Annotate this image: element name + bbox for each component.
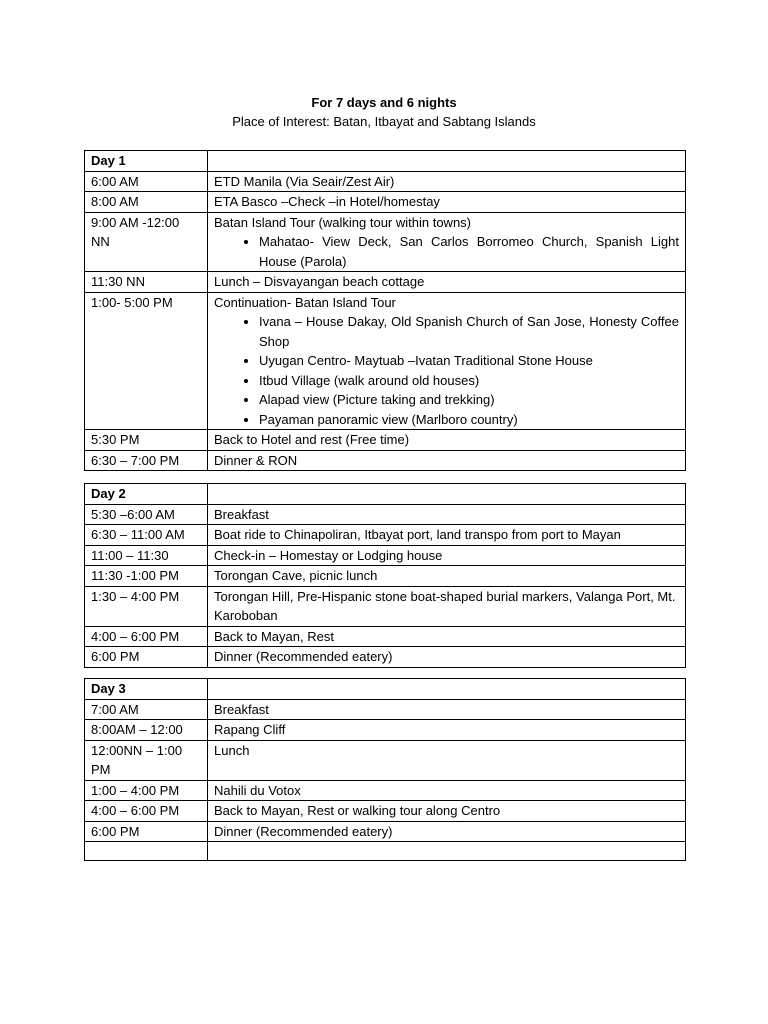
activity-text: ETD Manila (Via Seair/Zest Air): [214, 173, 395, 189]
activity-cell: [208, 450, 686, 471]
activity-bullet-list: [214, 312, 679, 429]
activity-cell: [208, 292, 686, 430]
table-row: [85, 192, 686, 213]
activity-text: Back to Mayan, Rest: [214, 628, 334, 644]
day-header-row: [85, 679, 686, 700]
activity-bullet-item: • Alapad view (Picture taking and trekking): [259, 390, 679, 410]
activity-text: Lunch – Disvayangan beach cottage: [214, 274, 425, 289]
table-row: [85, 545, 686, 566]
activity-cell: [208, 626, 686, 647]
table-row: [85, 272, 686, 293]
activity-text: Breakfast: [214, 701, 269, 717]
time-cell: 1:30 – 4:00 PM: [85, 586, 208, 626]
time-cell: 4:00 – 6:00 PM: [85, 801, 208, 822]
activity-bullet-item: • Itbud Village (walk around old houses): [259, 371, 679, 391]
activity-bullet-list: [214, 232, 679, 271]
time-cell: 1:00- 5:00 PM: [85, 292, 208, 430]
table-row: [85, 821, 686, 842]
time-cell: 6:30 – 11:00 AM: [85, 525, 208, 546]
activity-cell: [208, 740, 686, 780]
day-header-row: [85, 484, 686, 505]
activity-cell: [208, 720, 686, 741]
time-cell: 6:00 AM: [85, 171, 208, 192]
table-row: [85, 801, 686, 822]
day-label: Day 3: [85, 679, 208, 700]
time-cell: 4:00 – 6:00 PM: [85, 626, 208, 647]
activity-cell: [208, 525, 686, 546]
day1-itinerary-table: [84, 150, 686, 471]
activity-cell: [208, 821, 686, 842]
table-row: [85, 647, 686, 668]
activity-cell: [208, 272, 686, 293]
day2-itinerary-table: [84, 483, 686, 668]
table-empty-row: [85, 842, 686, 861]
empty-cell: [85, 842, 208, 861]
table-row: [85, 430, 686, 451]
time-cell: 8:00AM – 12:00: [85, 720, 208, 741]
time-cell: 12:00NN – 1:00 PM: [85, 740, 208, 780]
activity-cell: [208, 801, 686, 822]
table-row: [85, 699, 686, 720]
time-cell: 11:30 -1:00 PM: [85, 566, 208, 587]
day-label: Day 1: [85, 151, 208, 172]
table-row: [85, 740, 686, 780]
time-cell: 5:30 PM: [85, 430, 208, 451]
time-cell: 8:00 AM: [85, 192, 208, 213]
activity-text: Dinner (Recommended eatery): [214, 649, 393, 664]
activity-text: Torongan Hill, Pre-Hispanic stone boat-shaped burial markers, Valanga Port, Mt. Karoboban: [214, 588, 676, 623]
day-header-row: [85, 151, 686, 172]
table-row: [85, 626, 686, 647]
activity-text: Check-in – Homestay or Lodging house: [214, 547, 443, 563]
time-cell: 6:00 PM: [85, 821, 208, 842]
activity-text: Dinner & RON: [214, 452, 298, 468]
time-cell: 1:00 – 4:00 PM: [85, 780, 208, 801]
activity-cell: [208, 566, 686, 587]
activity-cell: [208, 171, 686, 192]
activity-text: Batan Island Tour (walking tour within towns): [214, 214, 471, 230]
table-row: [85, 504, 686, 525]
time-cell: 6:00 PM: [85, 647, 208, 668]
activity-text: Dinner (Recommended eatery): [214, 823, 393, 839]
activity-cell: [208, 192, 686, 213]
time-cell: 5:30 –6:00 AM: [85, 504, 208, 525]
activity-bullet-item: • Payaman panoramic view (Marlboro country): [259, 410, 679, 430]
time-cell: 11:00 – 11:30: [85, 545, 208, 566]
document-title: For 7 days and 6 nights: [311, 95, 457, 110]
table-row: [85, 780, 686, 801]
day-label: Day 2: [85, 484, 208, 505]
table-row: [85, 292, 686, 430]
table-row: [85, 525, 686, 546]
activity-text: ETA Basco –Check –in Hotel/homestay: [214, 194, 440, 209]
activity-text: Nahili du Votox: [214, 782, 301, 798]
empty-cell: [208, 842, 686, 861]
time-cell: 11:30 NN: [85, 272, 208, 293]
activity-text: Back to Hotel and rest (Free time): [214, 432, 410, 447]
activity-cell: [208, 586, 686, 626]
activity-cell: [208, 780, 686, 801]
time-cell: 7:00 AM: [85, 699, 208, 720]
activity-text: Rapang Cliff: [214, 722, 286, 737]
activity-cell: [208, 212, 686, 272]
activity-text: Continuation- Batan Island Tour: [214, 294, 396, 310]
activity-bullet-item: • Ivana – House Dakay, Old Spanish Church of San Jose, Honesty Coffee Shop: [259, 312, 679, 351]
day-header-empty-cell: [208, 679, 686, 700]
table-row: [85, 586, 686, 626]
activity-text: Boat ride to Chinapoliran, Itbayat port, land transpo from port to Mayan: [214, 527, 621, 542]
time-cell: 6:30 – 7:00 PM: [85, 450, 208, 471]
activity-text: Back to Mayan, Rest or walking tour along Centro: [214, 803, 501, 818]
table-row: [85, 450, 686, 471]
activity-cell: [208, 647, 686, 668]
activity-cell: [208, 545, 686, 566]
time-cell: 9:00 AM -12:00 NN: [85, 212, 208, 272]
activity-cell: [208, 699, 686, 720]
activity-cell: [208, 504, 686, 525]
table-row: [85, 212, 686, 272]
day-header-empty-cell: [208, 151, 686, 172]
document-subtitle: Place of Interest: Batan, Itbayat and Sabtang Islands: [232, 114, 536, 129]
table-row: [85, 720, 686, 741]
day3-itinerary-table: [84, 678, 686, 861]
table-row: [85, 171, 686, 192]
table-row: [85, 566, 686, 587]
activity-bullet-item: • Uyugan Centro- Maytuab –Ivatan Traditional Stone House: [259, 351, 679, 371]
activity-text: Lunch: [214, 742, 250, 758]
activity-cell: [208, 430, 686, 451]
activity-bullet-item: • Mahatao- View Deck, San Carlos Borromeo Church, Spanish Light House (Parola): [259, 232, 679, 271]
day-header-empty-cell: [208, 484, 686, 505]
activity-text: Torongan Cave, picnic lunch: [214, 568, 378, 583]
activity-text: Breakfast: [214, 506, 269, 522]
